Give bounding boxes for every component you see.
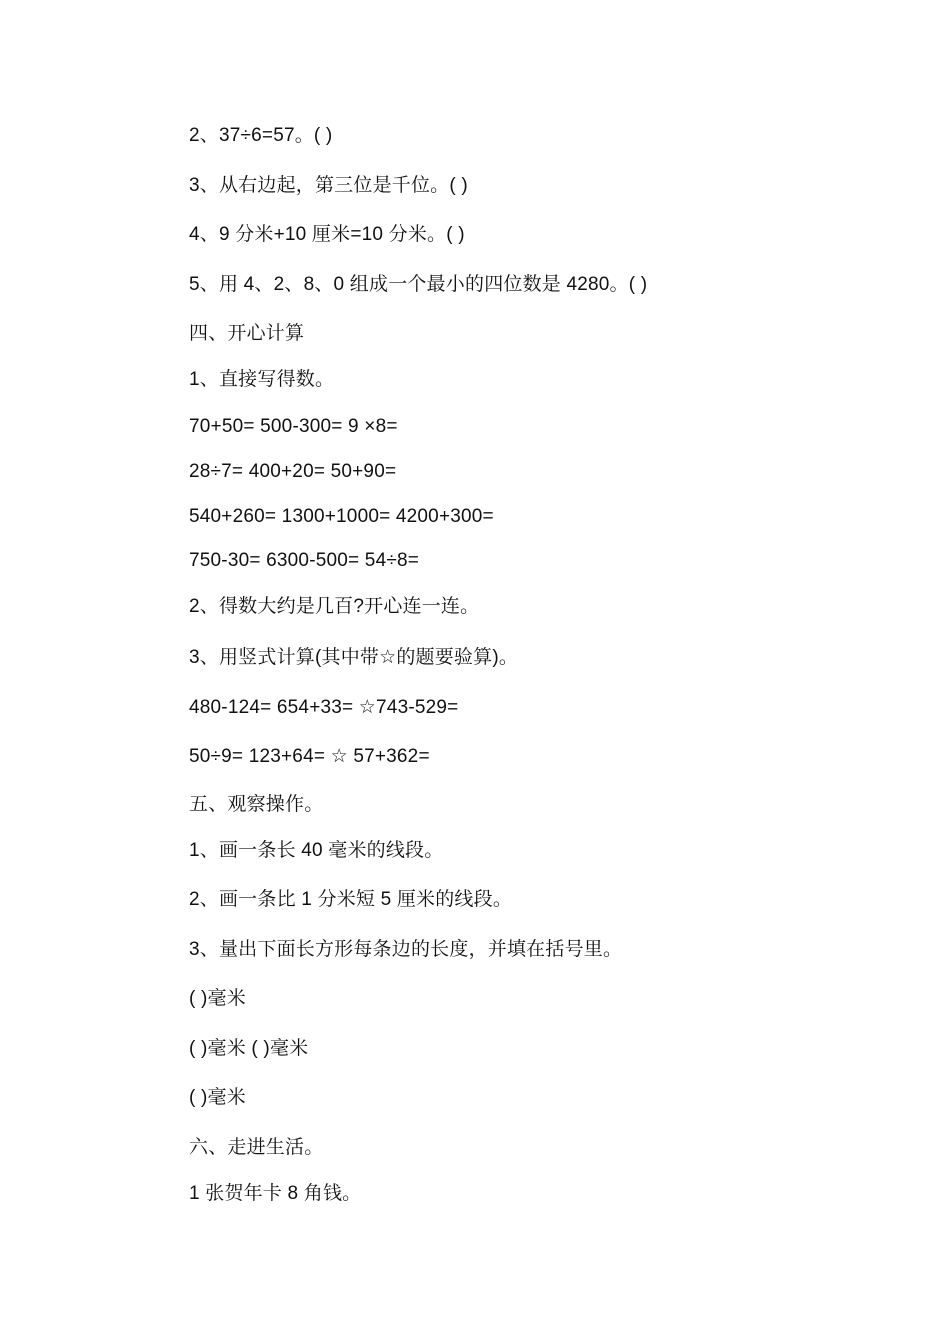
vertical-calc-row-2: 50÷9= 123+64= ☆ 57+362= <box>189 746 430 767</box>
question-direct-answer: 1、直接写得数。 <box>189 369 335 390</box>
measure-blank-bottom: ( )毫米 <box>189 1087 246 1108</box>
measure-blank-sides: ( )毫米 ( )毫米 <box>189 1038 309 1059</box>
question-draw-line-2: 2、画一条比 1 分米短 5 厘米的线段。 <box>189 889 513 910</box>
section-heading-6: 六、走进生活。 <box>189 1137 324 1158</box>
true-false-item-3: 3、从右边起，第三位是千位。( ) <box>189 175 468 196</box>
vertical-calc-row-1: 480-124= 654+33= ☆743-529= <box>189 697 459 718</box>
calc-row-3: 540+260= 1300+1000= 4200+300= <box>189 506 494 527</box>
question-draw-line-1: 1、画一条长 40 毫米的线段。 <box>189 840 444 861</box>
life-problem-intro: 1 张贺年卡 8 角钱。 <box>189 1183 362 1204</box>
calc-row-1: 70+50= 500-300= 9 ×8= <box>189 416 398 437</box>
question-estimate: 2、得数大约是几百?开心连一连。 <box>189 596 480 617</box>
calc-row-4: 750-30= 6300-500= 54÷8= <box>189 550 420 571</box>
calc-row-2: 28÷7= 400+20= 50+90= <box>189 461 397 482</box>
true-false-item-2: 2、37÷6=57。( ) <box>189 125 333 146</box>
true-false-item-5: 5、用 4、2、8、0 组成一个最小的四位数是 4280。( ) <box>189 274 648 295</box>
true-false-item-4: 4、9 分米+10 厘米=10 分米。( ) <box>189 224 465 245</box>
section-heading-5: 五、观察操作。 <box>189 794 324 815</box>
question-vertical-calc: 3、用竖式计算(其中带☆的题要验算)。 <box>189 647 519 668</box>
section-heading-4: 四、开心计算 <box>189 323 305 344</box>
measure-blank-top: ( )毫米 <box>189 988 246 1009</box>
question-measure-rectangle: 3、量出下面长方形每条边的长度，并填在括号里。 <box>189 939 623 960</box>
